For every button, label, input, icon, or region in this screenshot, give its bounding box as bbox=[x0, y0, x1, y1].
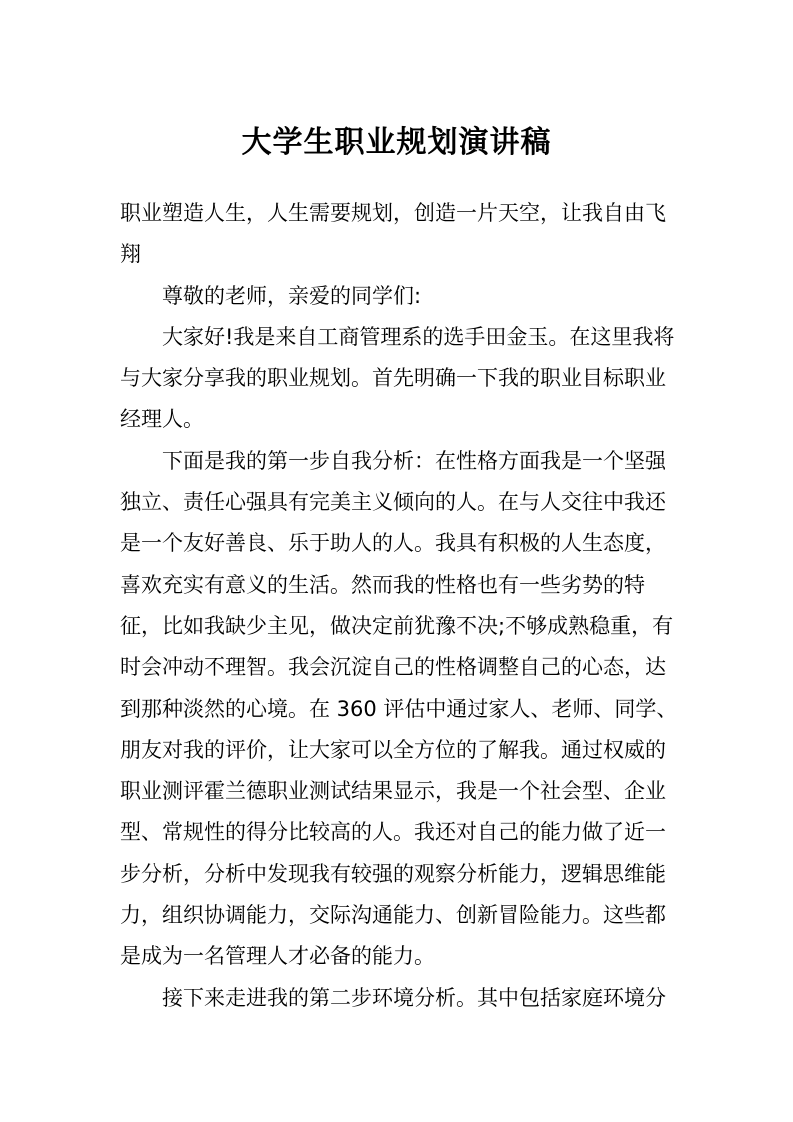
paragraph-greeting: 尊敬的老师，亲爱的同学们: bbox=[162, 283, 422, 308]
paragraph-self-analysis: 下面是我的第一步自我分析：在性格方面我是一个坚强独立、责任心强具有完美主义倾向的人。在与人交往中我还是一个友好善良、乐于助人的人。我具有积极的人生态度，喜欢充实有意义的生活。然而我的性格也有一些劣势的特征，比如我缺少主见，做决定前犹豫不决;不够成熟稳重，有时会冲动不理智。我会沉淀自己的性格调整自己的心态，达到那种淡然的心境。在 360 评估中通过家人、老师、同学、朋友对我的评价，让大家可以全方位的了解我。通过权威的职业测评霍兰德职业测试结果显示，我是一个社会型、企业型、常规性的得分比较高的人。我还对自己的能力做了近一步分析，分析中发现我有较强的观察分析能力，逻辑思维能力，组织协调能力，交际沟通能力、创新冒险能力。这些都是成为一名管理人才必备的能力。 bbox=[120, 448, 678, 969]
document-title: 大学生职业规划演讲稿 bbox=[241, 125, 552, 160]
document-body bbox=[120, 193, 680, 1019]
paragraph-motto: 职业塑造人生，人生需要规划，创造一片天空，让我自由飞翔 bbox=[120, 201, 666, 267]
paragraph-introduction: 大家好!我是来自工商管理系的选手田金玉。在这里我将与大家分享我的职业规划。首先明确一下我的职业目标职业经理人。 bbox=[120, 324, 675, 432]
paragraph-environment-analysis: 接下来走进我的第二步环境分析。其中包括家庭环境分 bbox=[162, 985, 666, 1010]
